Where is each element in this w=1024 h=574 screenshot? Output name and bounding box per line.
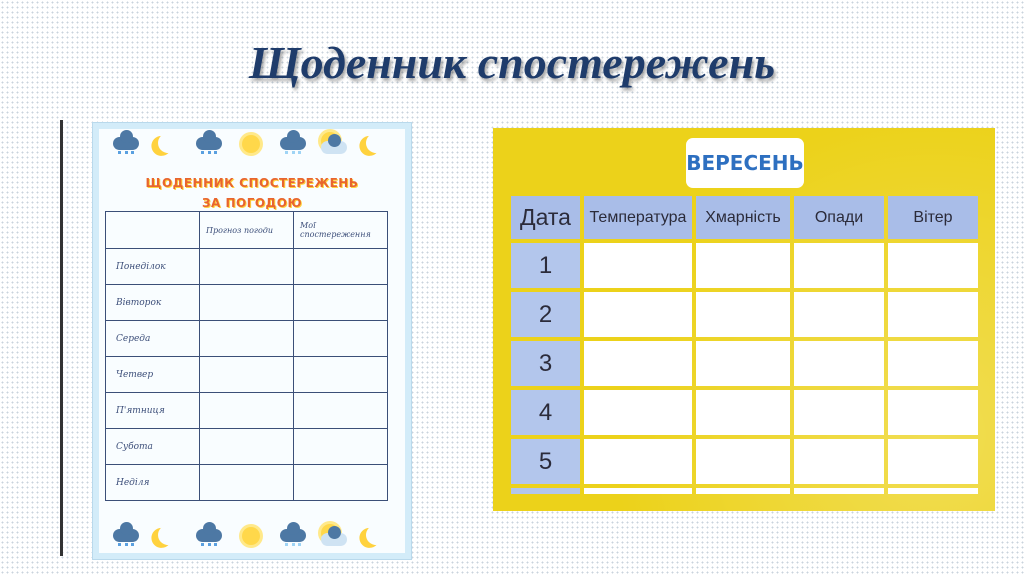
day-cell [106,429,200,465]
snow-cloud-icon [278,521,308,551]
month-badge: ВЕРЕСЕНЬ [686,138,804,188]
forecast-cell[interactable] [200,465,294,501]
day-label: Субота [116,441,153,452]
day-cell [106,321,200,357]
precipitation-cell[interactable] [794,390,884,435]
observation-cell[interactable] [294,393,388,429]
bottom-weather-icons [111,521,391,551]
date-cell [511,488,580,494]
table-row [106,357,388,393]
forecast-header-cell [200,212,294,249]
table-row [511,390,978,435]
table-row [106,393,388,429]
wind-cell[interactable] [888,243,978,288]
month-table [507,192,982,498]
wind-cell[interactable] [888,439,978,484]
left-border-line [60,120,63,556]
day-label: Четвер [116,369,154,380]
temperature-cell[interactable] [584,390,692,435]
date-cell: 1 [511,243,580,288]
forecast-cell[interactable] [200,321,294,357]
moon-icon [153,129,183,159]
day-label: Понеділок [116,261,166,272]
date-header: Дата [511,196,580,239]
cloudiness-cell[interactable] [696,292,790,337]
forecast-cell[interactable] [200,357,294,393]
cloudiness-cell[interactable] [696,341,790,386]
precipitation-cell [794,488,884,494]
observation-cell[interactable] [294,357,388,393]
temperature-cell[interactable] [584,243,692,288]
cloudiness-cell [696,488,790,494]
date-cell: 4 [511,390,580,435]
forecast-cell[interactable] [200,429,294,465]
rain-cloud-icon [194,129,224,159]
forecast-cell[interactable] [200,393,294,429]
precipitation-cell[interactable] [794,341,884,386]
observations-header-cell [294,212,388,249]
date-cell: 3 [511,341,580,386]
wind-cell[interactable] [888,292,978,337]
table-row [106,285,388,321]
temperature-cell[interactable] [584,341,692,386]
observations-header: Мої спостереження [300,221,371,239]
moon-icon [153,521,183,551]
table-row [511,439,978,484]
precipitation-cell[interactable] [794,243,884,288]
wind-header: Вітер [888,196,978,239]
snow-cloud-icon [278,129,308,159]
temperature-header: Температура [584,196,692,239]
observation-cell[interactable] [294,321,388,357]
table-row [511,292,978,337]
top-weather-icons [111,129,391,159]
temperature-cell [584,488,692,494]
sun-cloud-icon [319,129,349,159]
month-table-header [511,196,978,239]
week-table [105,211,388,501]
cloudiness-header: Хмарність [696,196,790,239]
sun-icon [236,129,266,159]
precipitation-header: Опади [794,196,884,239]
worksheet-heading-line2: ЗА ПОГОДОЮ [201,196,303,210]
day-label: Вівторок [116,297,162,308]
worksheet-heading [99,173,405,213]
precipitation-cell[interactable] [794,292,884,337]
observation-cell[interactable] [294,429,388,465]
moon-icon [361,129,391,159]
day-cell [106,285,200,321]
table-row [106,321,388,357]
rain-cloud-icon [194,521,224,551]
sun-icon [236,521,266,551]
cloudiness-cell[interactable] [696,390,790,435]
wind-cell [888,488,978,494]
forecast-cell[interactable] [200,285,294,321]
week-table-header [106,212,388,249]
month-table-panel [493,128,995,511]
temperature-cell[interactable] [584,292,692,337]
day-label: П'ятниця [116,405,165,416]
corner-cell [106,212,200,249]
table-row [511,341,978,386]
day-cell [106,393,200,429]
storm-cloud-icon [111,521,141,551]
date-cell: 5 [511,439,580,484]
wind-cell[interactable] [888,390,978,435]
precipitation-cell[interactable] [794,439,884,484]
observation-cell[interactable] [294,465,388,501]
slide-title: Щоденник спостережень [248,37,776,88]
table-row [106,249,388,285]
date-cell: 2 [511,292,580,337]
cloudiness-cell[interactable] [696,439,790,484]
cloudiness-cell[interactable] [696,243,790,288]
forecast-header: Прогноз погоди [206,225,273,235]
day-label: Неділя [116,477,150,488]
weather-worksheet [92,122,412,560]
table-row [511,243,978,288]
table-row [106,465,388,501]
worksheet-page [99,129,405,553]
day-cell [106,357,200,393]
observation-cell[interactable] [294,285,388,321]
wind-cell[interactable] [888,341,978,386]
forecast-cell[interactable] [200,249,294,285]
observation-cell[interactable] [294,249,388,285]
day-label: Середа [116,333,151,344]
moon-icon [361,521,391,551]
worksheet-heading-line1: ЩОДЕННИК СПОСТЕРЕЖЕНЬ [145,176,359,190]
storm-cloud-icon [111,129,141,159]
temperature-cell[interactable] [584,439,692,484]
day-cell [106,249,200,285]
sun-cloud-icon [319,521,349,551]
table-row-partial [511,488,978,494]
table-row [106,429,388,465]
day-cell [106,465,200,501]
